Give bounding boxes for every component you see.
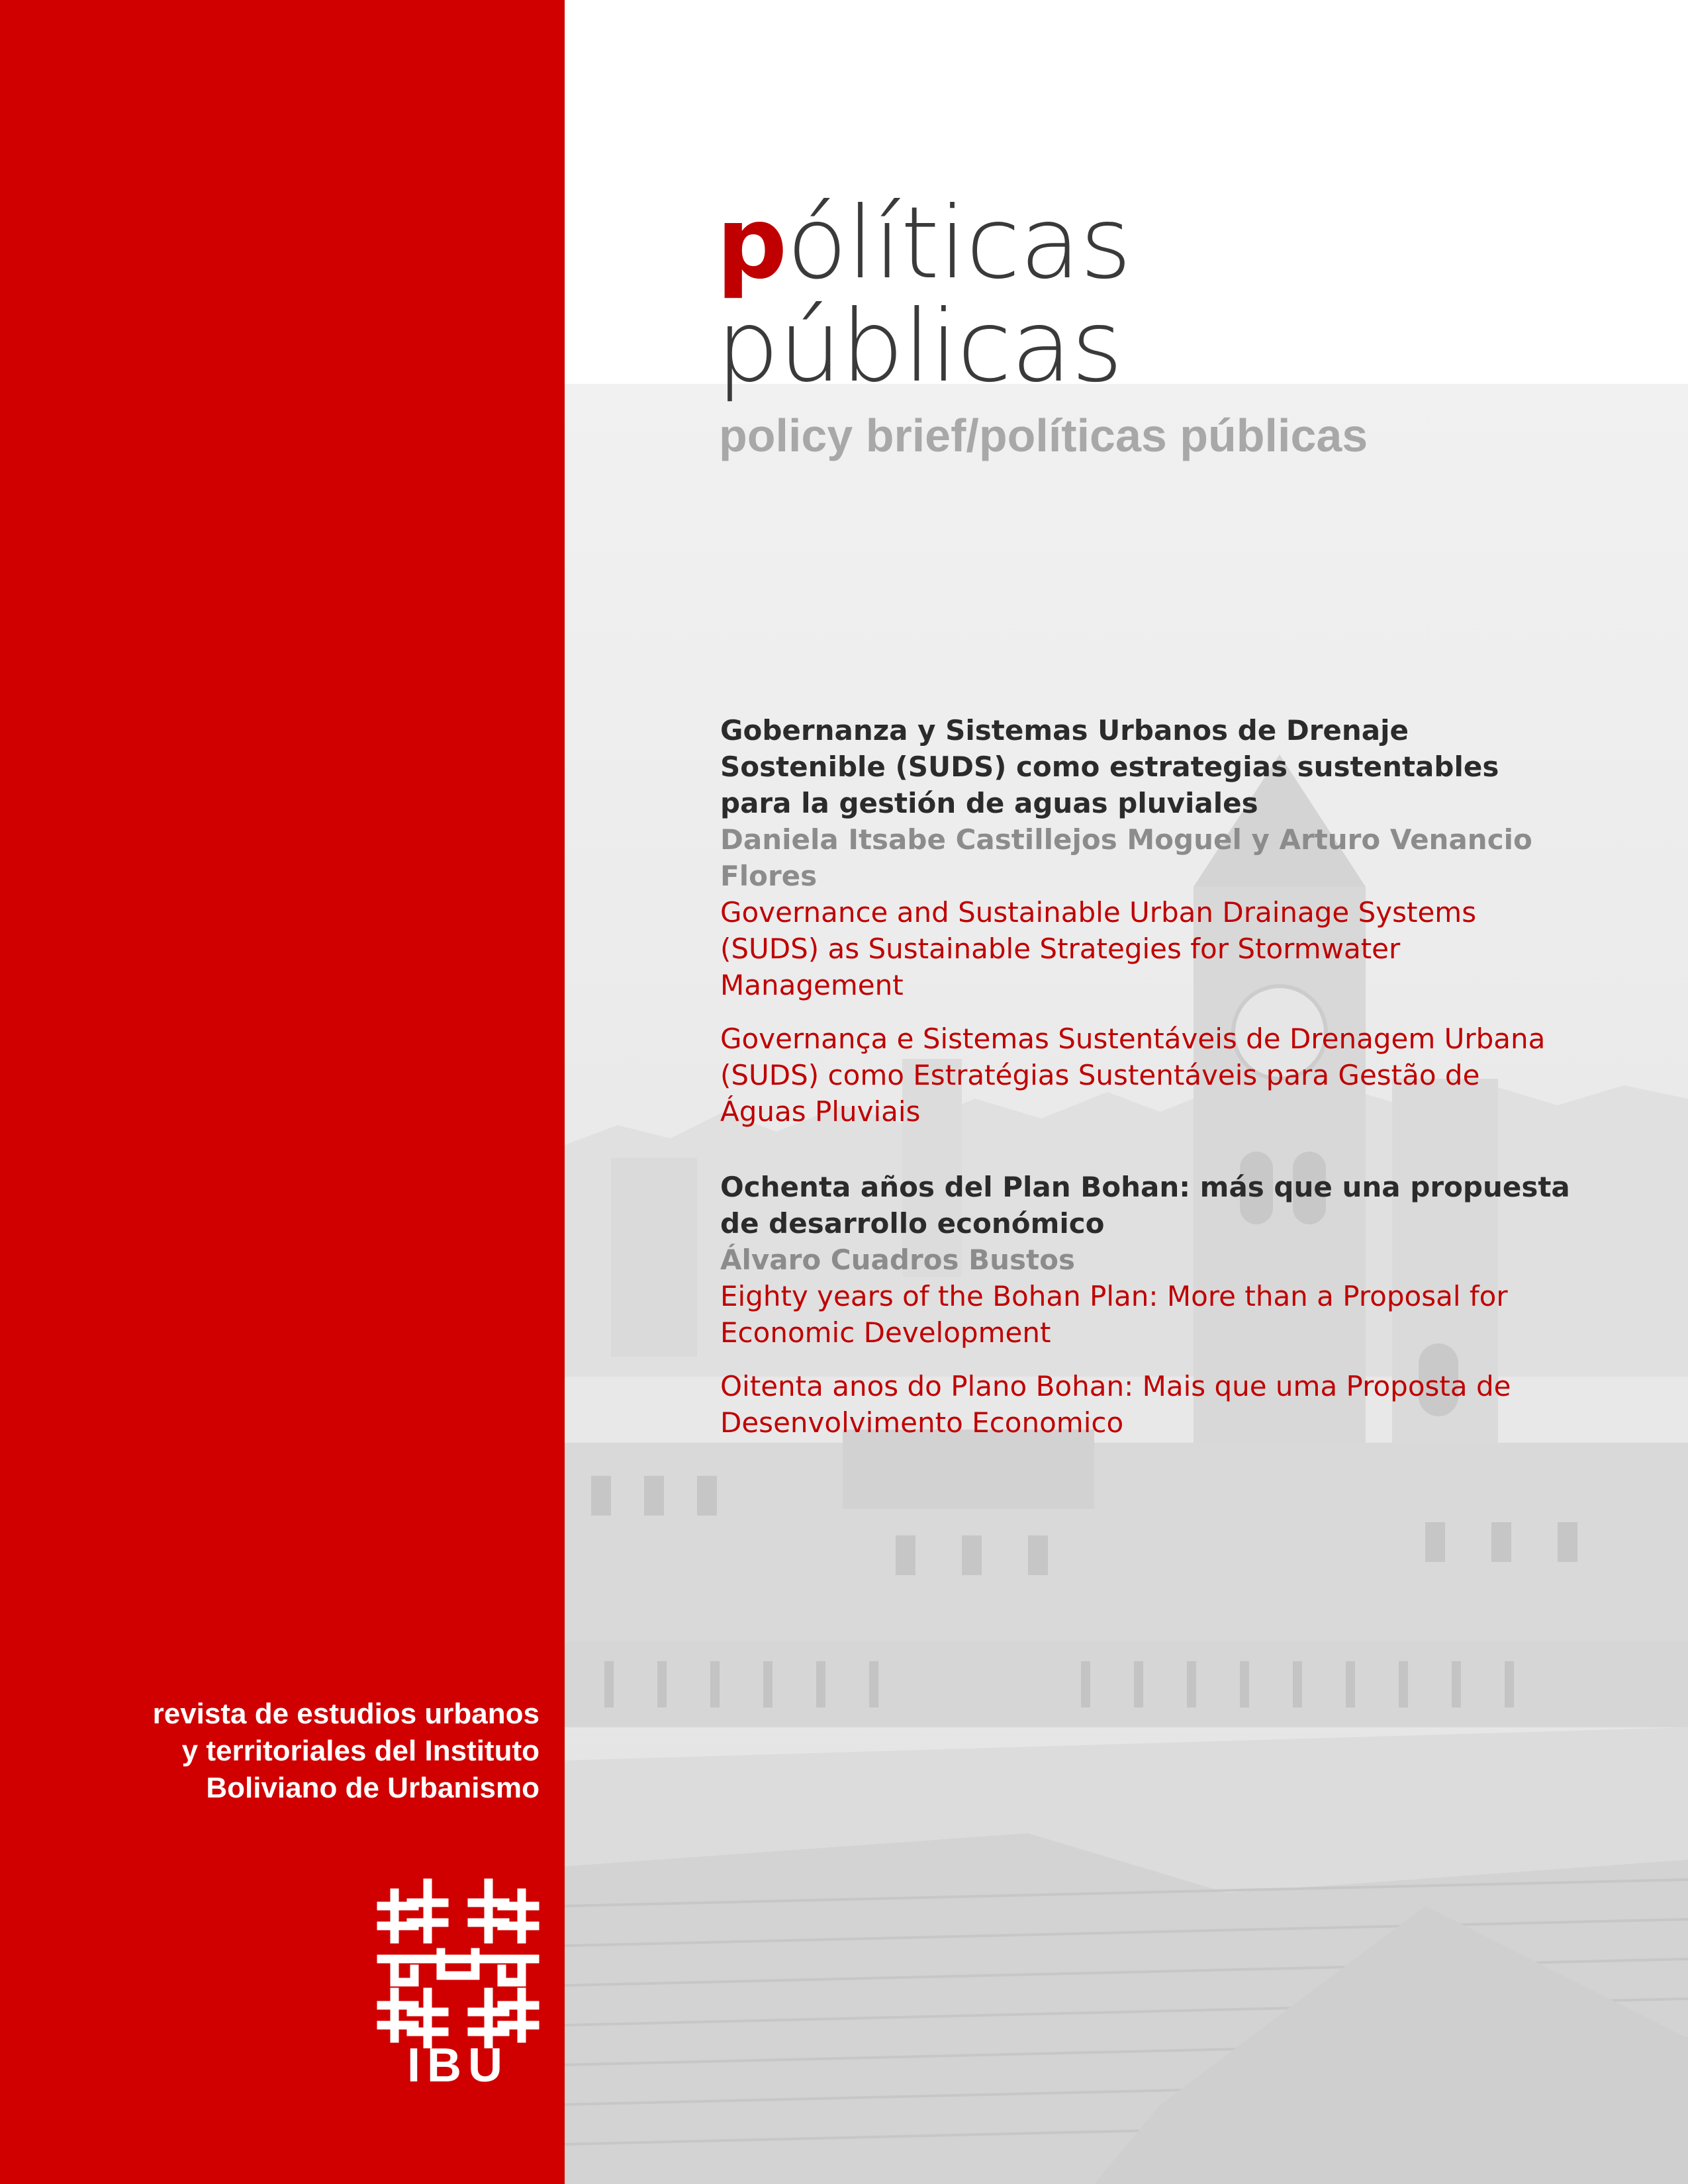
article-authors: Daniela Itsabe Castillejos Moguel y Arturo Venancio Flores xyxy=(720,823,1532,892)
journal-line-3: Boliviano de Urbanismo xyxy=(206,1772,539,1804)
article-title-en: Governance and Sustainable Urban Drainage Systems (SUDS) as Sustainable Strategies for Stormwater Management xyxy=(720,896,1477,1001)
article-title-en: Eighty years of the Bohan Plan: More than a Proposal for Economic Development xyxy=(720,1280,1508,1349)
journal-name xyxy=(79,1696,539,1807)
title-accent-letter: p xyxy=(716,186,787,301)
journal-line-2: y territoriales del Instituto xyxy=(181,1735,539,1767)
article-entry xyxy=(720,1169,1574,1441)
cover-subtitle: policy brief/políticas públicas xyxy=(719,410,1368,461)
ibu-logo-icon xyxy=(375,1876,541,2048)
article-title-es: Ochenta años del Plan Bohan: más que una propuesta de desarrollo económico xyxy=(720,1171,1570,1240)
title-line-1 xyxy=(716,186,1131,301)
article-title-es: Gobernanza y Sistemas Urbanos de Drenaje Sostenible (SUDS) como estrategias sustentables para la gestión de aguas pluviales xyxy=(720,714,1499,819)
journal-line-1: revista de estudios urbanos xyxy=(152,1698,539,1730)
article-title-pt: Oitenta anos do Plano Bohan: Mais que uma Proposta de Desenvolvimento Economico xyxy=(720,1370,1511,1439)
title-line-1-rest: ólíticas xyxy=(786,186,1131,301)
article-entry xyxy=(720,712,1574,1130)
cover-title xyxy=(716,186,1131,404)
article-title-pt: Governança e Sistemas Sustentáveis de Drenagem Urbana (SUDS) como Estratégias Sustentáveis para Gestão de Águas Pluviais xyxy=(720,1023,1546,1128)
article-authors: Álvaro Cuadros Bustos xyxy=(720,1244,1075,1276)
logo-acronym: IBU xyxy=(407,2039,509,2092)
title-line-2: públicas xyxy=(716,289,1123,404)
red-sidebar xyxy=(0,0,565,2184)
